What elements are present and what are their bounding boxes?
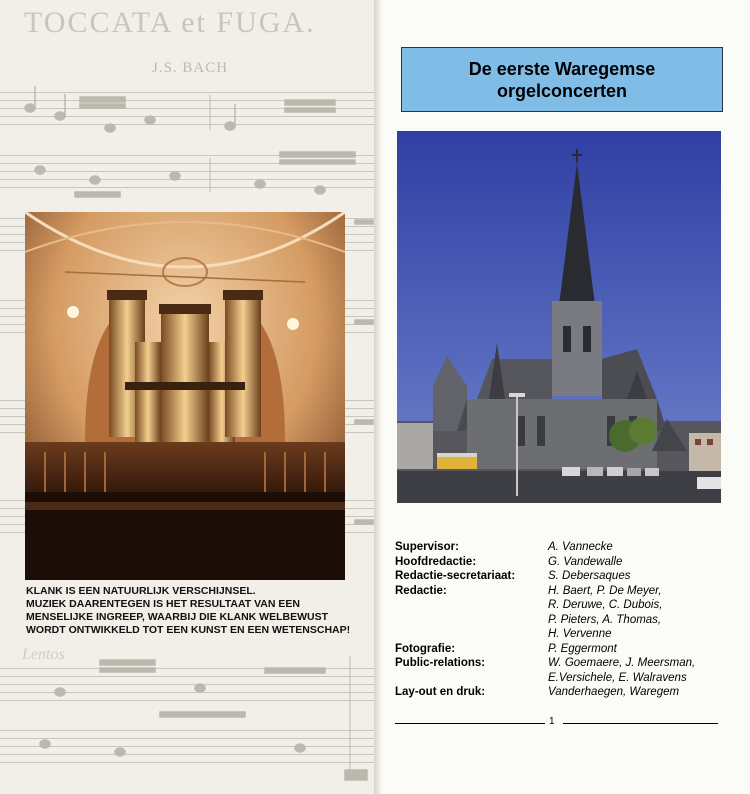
caption-line: KLANK IS EEN NATUURLIJK VERSCHIJNSEL. [26, 585, 256, 597]
footer-rule-left [395, 723, 545, 724]
credit-value: W. Goemaere, J. Meersman, [548, 657, 696, 669]
credit-label: Hoofdredactie: [395, 555, 477, 568]
credit-value: A. Vannecke [548, 541, 613, 553]
credit-value: H. Baert, P. De Meyer, [548, 584, 662, 597]
score-title: TOCCATA et FUGA. [24, 6, 316, 39]
page-number: 1 [549, 716, 555, 727]
title-box [401, 47, 723, 112]
credit-label: Public-relations: [395, 657, 486, 669]
score-tempo: Lentos [22, 646, 65, 663]
credit-row [395, 685, 725, 700]
credit-value: P. Pieters, A. Thomas, [548, 613, 662, 626]
credit-label: Redactie-secretariaat: [395, 570, 516, 582]
credit-label: Redactie: [395, 584, 447, 597]
credit-value: Vanderhaegen, Waregem [548, 686, 680, 698]
credit-value: H. Vervenne [548, 628, 612, 640]
credit-value: E.Versichele, E. Walravens [548, 671, 687, 684]
credit-value: R. Deruwe, C. Dubois, [548, 599, 663, 611]
credit-value: S. Debersaques [548, 570, 631, 582]
credit-row [395, 656, 725, 685]
score-composer: J.S. BACH [152, 60, 229, 76]
caption-text [26, 585, 356, 637]
credit-value: P. Eggermont [548, 642, 617, 655]
credit-row [395, 642, 725, 657]
caption-line: MUZIEK DAARENTEGEN IS HET RESULTAAT VAN EEN [26, 598, 300, 610]
credits-list [395, 540, 725, 700]
credit-row [395, 555, 725, 570]
caption-line: WORDT ONTWIKKELD TOT EEN KUNST EN EEN WETENSCHAP! [26, 624, 351, 636]
page-gutter [374, 0, 382, 794]
credit-label: Fotografie: [395, 642, 456, 655]
credit-label: Lay-out en druk: [395, 686, 486, 698]
organ-photo [25, 212, 345, 580]
church-photo [397, 131, 721, 503]
title-line: De eerste Waregemse [468, 58, 656, 79]
title-line: orgelconcerten [496, 80, 628, 101]
credit-label: Supervisor: [395, 541, 459, 553]
credit-row [395, 584, 725, 642]
credit-row [395, 540, 725, 555]
credit-value: G. Vandewalle [548, 555, 623, 568]
footer-rule-right [563, 723, 718, 724]
caption-line: MENSELIJKE INGREEP, WAARBIJ DIE KLANK WELBEWUST [26, 611, 328, 623]
credit-row [395, 569, 725, 584]
